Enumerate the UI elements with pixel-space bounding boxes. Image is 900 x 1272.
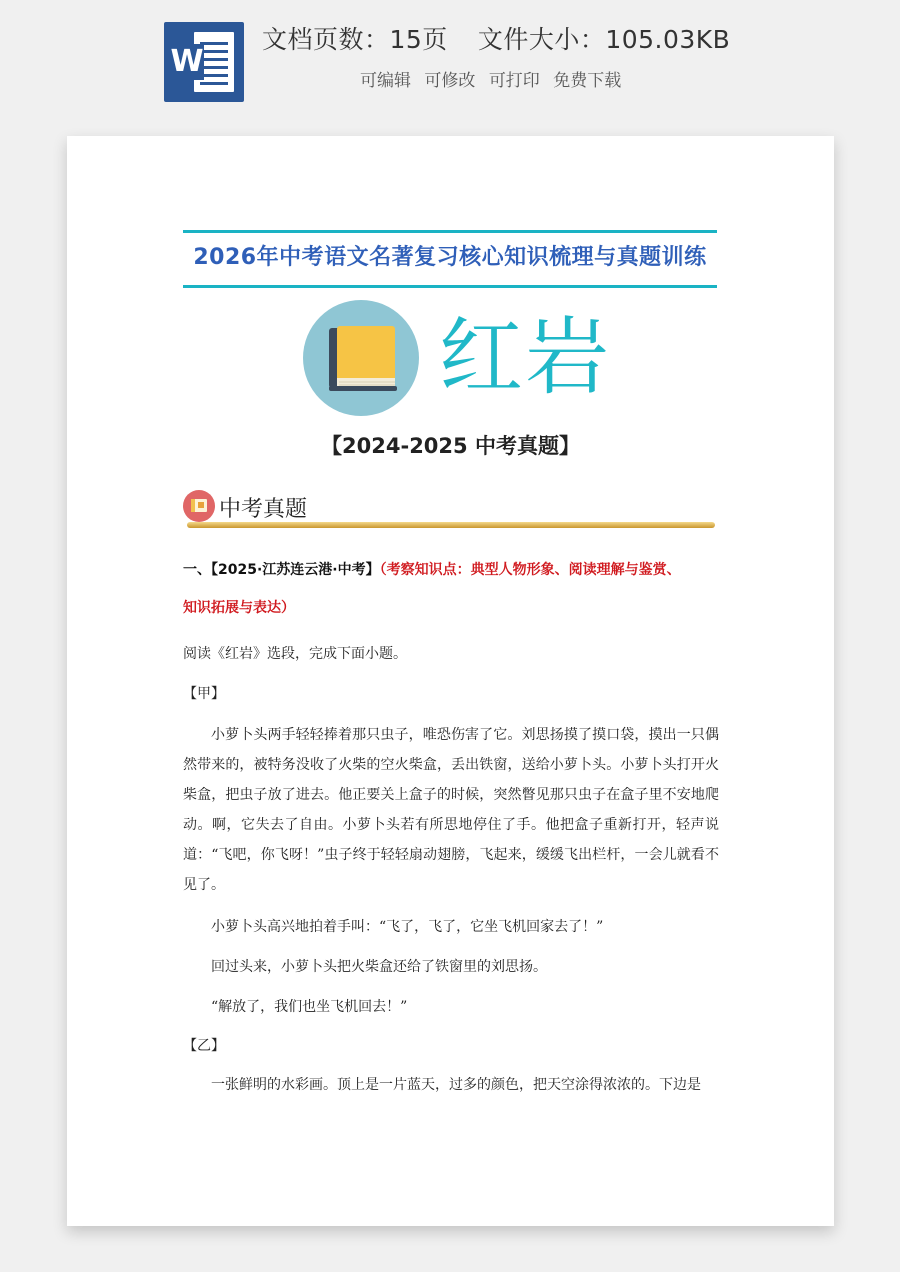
part-a-paragraph-1: 小萝卜头两手轻轻捧着那只虫子，唯恐伤害了它。刘思扬摸了摸口袋，摸出一只偶然带来的，被特务没收了火柴的空火柴盒，丢出铁窗，送给小萝卜头。小萝卜头打开火柴盒，把虫子放了进去。他正要关上盒子的时候，突然瞥见那只虫子在盒子里不安地爬动。啊，它失去了自由。小萝卜头若有所思地停住了手。他把盒子重新打开，轻声说道：“飞吧，你飞呀！”虫子终于轻轻扇动翅膀，飞起来，缓缓飞出栏杆，一会儿就看不见了。	[183, 727, 719, 893]
section-title: 中考真题	[219, 497, 308, 522]
part-b-paragraph-1: 一张鲜明的水彩画。顶上是一片蓝天，过多的颜色，把天空涂得浓浓的。下边是	[211, 1077, 701, 1093]
section-header	[183, 486, 719, 534]
part-b-label: 【乙】	[183, 1038, 225, 1054]
page-count: 文档页数：15页	[262, 25, 448, 54]
exam-heading: 【2024-2025 中考真题】	[321, 434, 580, 458]
document-stats	[262, 20, 730, 56]
word-document-icon	[164, 22, 244, 102]
feature-list	[360, 66, 629, 91]
feature-editable: 可编辑	[360, 71, 411, 91]
section-divider	[187, 522, 715, 528]
feature-free-download[interactable]: 免费下载	[553, 71, 622, 91]
section-book-icon	[183, 490, 215, 522]
feature-modifiable: 可修改	[424, 71, 476, 91]
book-svg	[303, 300, 419, 416]
part-a-paragraph-3: 回过头来，小萝卜头把火柴盒还给了铁窗里的刘思扬。	[211, 959, 547, 975]
question-header	[183, 560, 719, 580]
part-a-paragraph-4: “解放了，我们也坐飞机回去！”	[211, 999, 408, 1015]
file-size: 文件大小：105.03KB	[477, 25, 731, 54]
question-header-cont	[183, 598, 719, 618]
question-source: 【2025·江苏连云港·中考】	[211, 562, 380, 578]
instruction: 阅读《红岩》选段，完成下面小题。	[183, 646, 407, 662]
question-number: 一、	[183, 562, 211, 578]
banner-title: 2026年中考语文名著复习核心知识梳理与真题训练	[183, 230, 717, 288]
book-icon	[303, 300, 419, 416]
word-letter: W	[170, 44, 204, 79]
knowledge-points: （考察知识点：典型人物形象、阅读理解与鉴赏、	[379, 562, 681, 578]
feature-printable: 可打印	[488, 71, 540, 91]
book-title: 红岩	[439, 308, 612, 406]
part-a-label: 【甲】	[183, 686, 225, 702]
knowledge-points-cont: 知识拓展与表达）	[183, 600, 295, 616]
document-info-header	[0, 0, 900, 130]
document-page	[67, 136, 834, 1226]
part-a-paragraph-2: 小萝卜头高兴地拍着手叫：“飞了，飞了，它坐飞机回家去了！”	[211, 919, 604, 935]
